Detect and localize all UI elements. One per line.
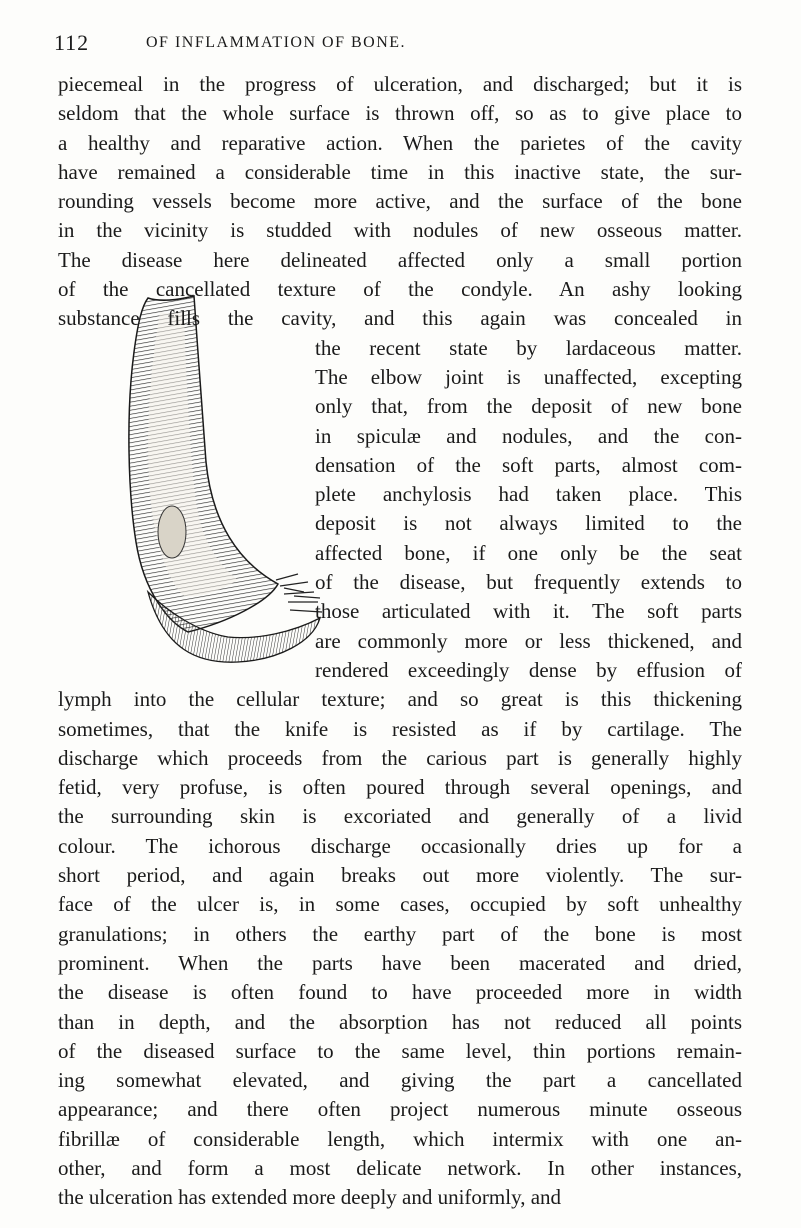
text-line: substance fills the cavity, and this again was concealed in [58,306,742,331]
text-line: the recent state by lardaceous matter. [315,335,742,360]
text-line: plete anchylosis had taken place. This [315,482,742,507]
text-line: lymph into the cellular texture; and so great is this thickening [58,687,742,712]
text-line: are commonly more or less thickened, and [315,628,742,653]
text-line: rounding vessels become more active, and the surface of the bone [58,189,742,214]
text-line: colour. The ichorous discharge occasionally dries up for a [58,833,742,858]
text-line: The disease here delineated affected only a small portion [58,247,742,272]
text-line: appearance; and there often project numerous minute osseous [58,1097,742,1122]
text-line: other, and form a most delicate network. In other instances, [58,1155,742,1180]
text-line: have remained a considerable time in this inactive state, the sur- [58,159,742,184]
text-line: deposit is not always limited to the [315,511,742,536]
text-line: a healthy and reparative action. When the parietes of the cavity [58,130,742,155]
text-line: the ulceration has extended more deeply and uniformly, and [58,1185,562,1210]
text-line: those articulated with it. The soft parts [315,599,742,624]
text-line: sometimes, that the knife is resisted as if by cartilage. The [58,716,742,741]
page-number: 112 [54,30,90,55]
text-line: granulations; in others the earthy part of the bone is most [58,921,742,946]
text-line: fibrillæ of considerable length, which intermix with one an- [58,1126,742,1151]
body-text [58,70,742,1213]
text-line: face of the ulcer is, in some cases, occupied by soft unhealthy [58,892,742,917]
text-line: the surrounding skin is excoriated and generally of a livid [58,804,742,829]
page-header [54,30,754,54]
text-line: fetid, very profuse, is often poured through several openings, and [58,775,742,800]
text-line: piecemeal in the progress of ulceration, and discharged; but it is [58,72,742,96]
text-line: rendered exceedingly dense by effusion of [315,657,742,682]
text-line: prominent. When the parts have been macerated and dried, [58,950,742,975]
text-line: seldom that the whole surface is thrown off, so as to give place to [58,101,742,126]
text-line: The elbow joint is unaffected, excepting [315,364,742,389]
text-line: short period, and again breaks out more violently. The sur- [58,863,742,888]
text-line: of the cancellated texture of the condyle. An ashy looking [58,277,742,302]
text-line: the disease is often found to have proceeded more in width [58,980,742,1005]
text-line: affected bone, if one only be the seat [315,540,742,565]
text-line: than in depth, and the absorption has not reduced all points [58,1009,742,1034]
text-line: in the vicinity is studded with nodules of new osseous matter. [58,218,742,243]
text-line: of the disease, but frequently extends to [315,570,742,595]
text-line: only that, from the deposit of new bone [315,394,742,419]
text-line: densation of the soft parts, almost com- [315,452,742,477]
text-line: of the diseased surface to the same level, thin portions remain- [58,1038,742,1063]
text-line: ing somewhat elevated, and giving the part a cancellated [58,1068,742,1093]
text-line: discharge which proceeds from the carious part is generally highly [58,745,742,770]
running-head: OF INFLAMMATION OF BONE. [146,34,407,51]
text-line: in spiculæ and nodules, and the con- [315,423,742,448]
